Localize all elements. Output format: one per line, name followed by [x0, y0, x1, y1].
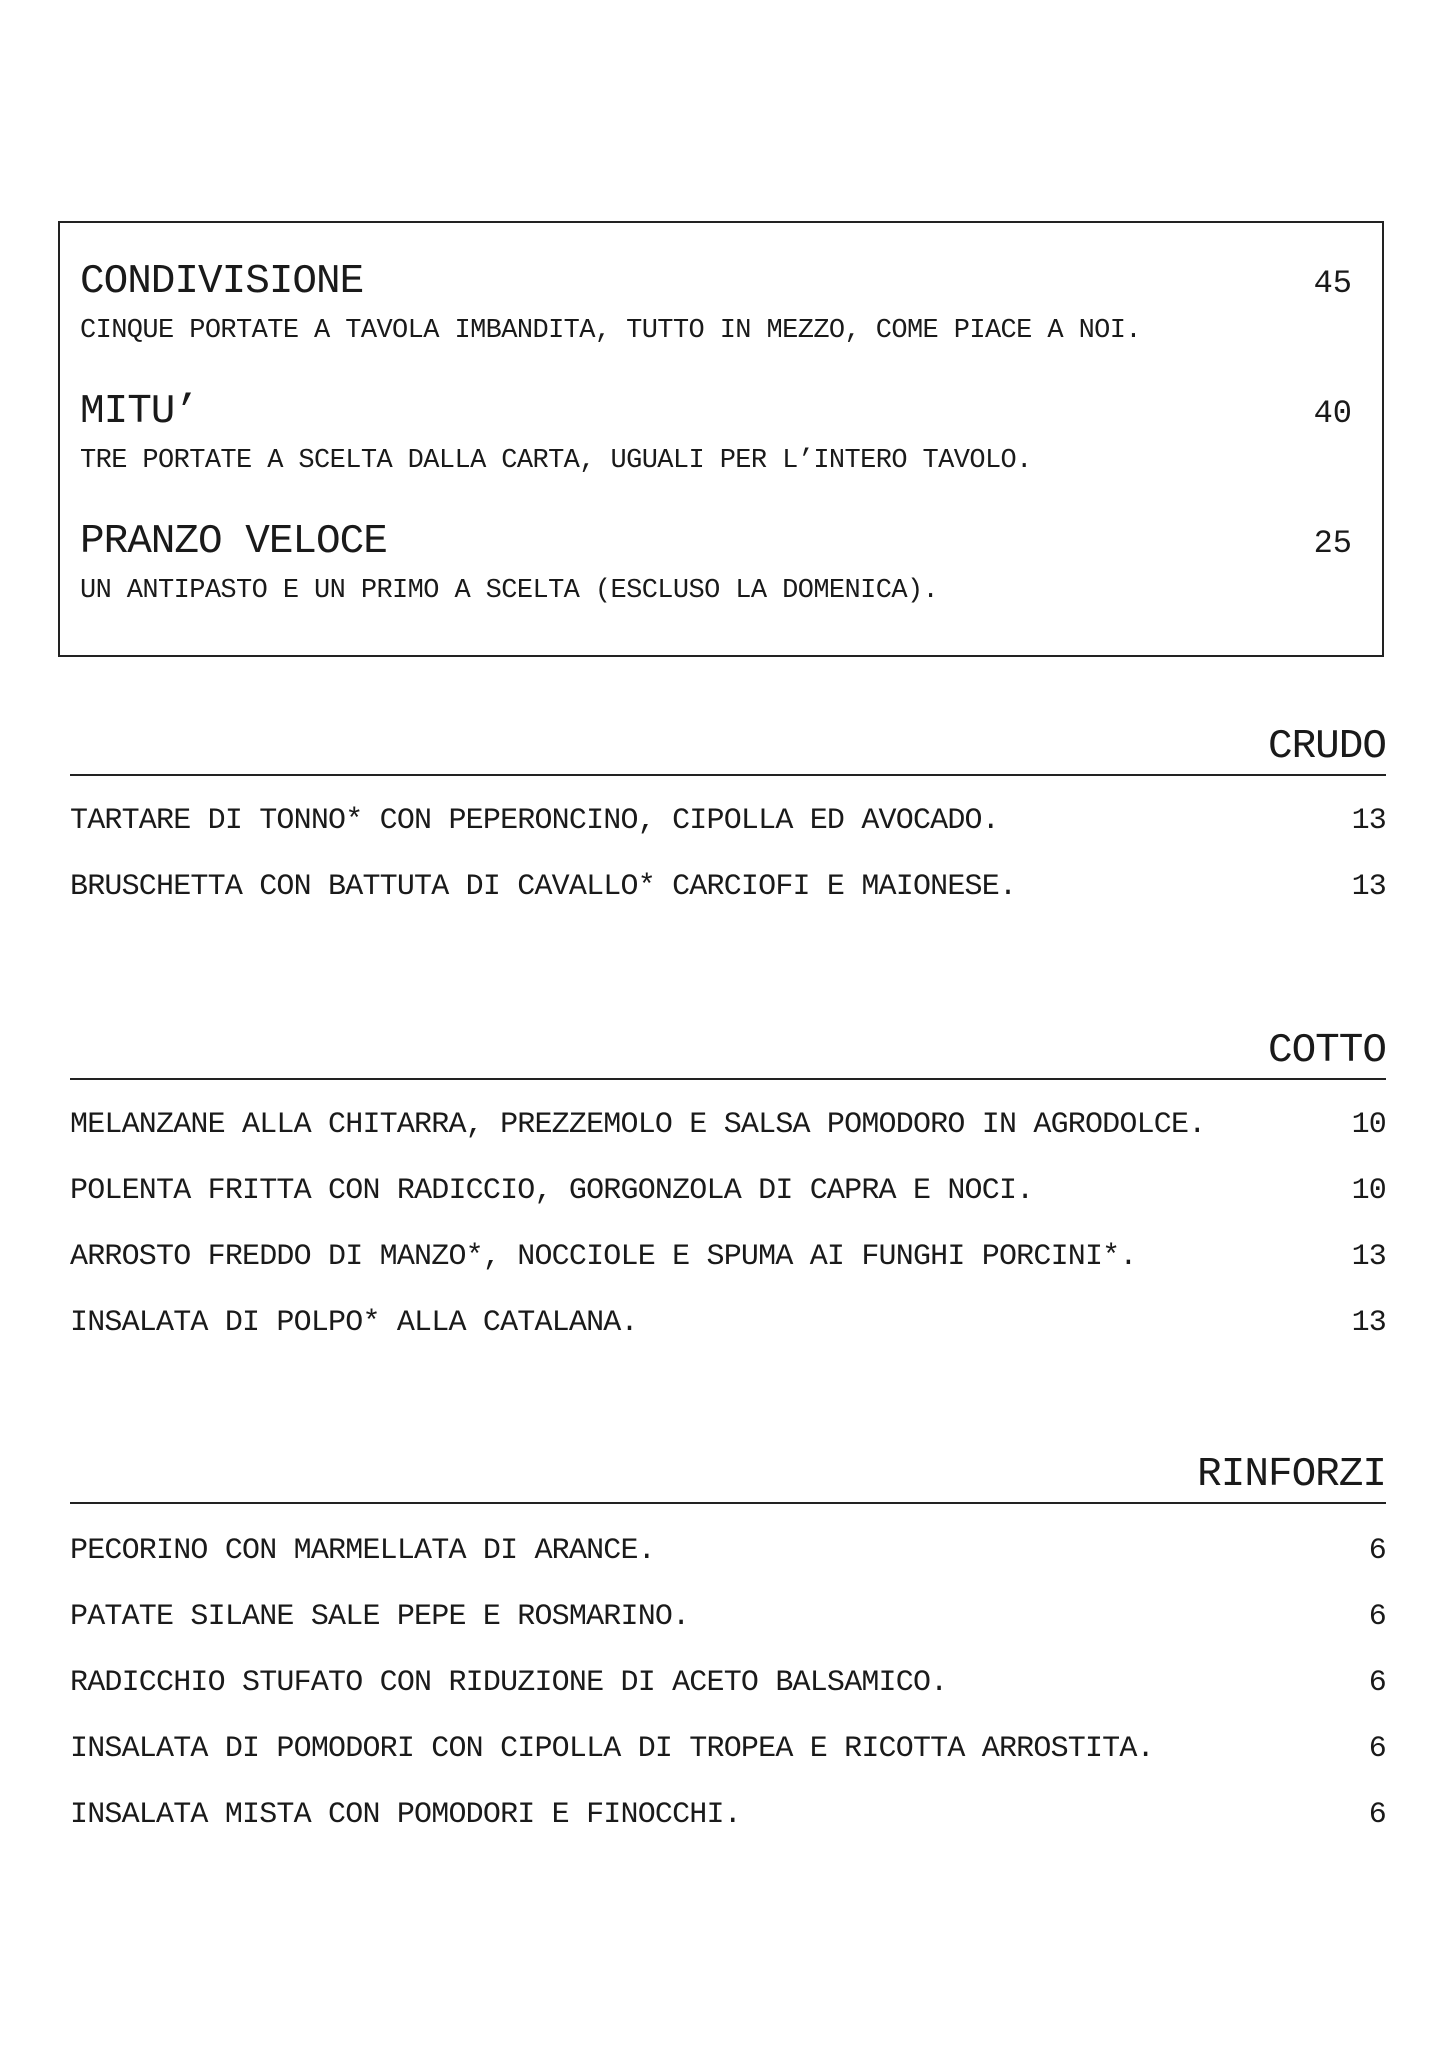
- item-price: 13: [1351, 1240, 1386, 1274]
- item-name: POLENTA FRITTA CON RADICCIO, GORGONZOLA DI CAPRA E NOCI.: [70, 1174, 1034, 1208]
- item-price: 13: [1351, 870, 1386, 904]
- menu-item: [70, 870, 1386, 936]
- combo-description: UN ANTIPASTO E UN PRIMO A SCELTA (ESCLUSO LA DOMENICA).: [80, 576, 939, 606]
- item-name: BRUSCHETTA CON BATTUTA DI CAVALLO* CARCIOFI E MAIONESE.: [70, 870, 1017, 904]
- item-price: 6: [1368, 1732, 1386, 1766]
- item-price: 10: [1351, 1108, 1386, 1142]
- combo-price: 25: [1313, 525, 1352, 562]
- combo-name: PRANZO VELOCE: [80, 519, 387, 565]
- menu-item: [70, 1534, 1386, 1600]
- section-title: CRUDO: [70, 724, 1386, 776]
- item-price: 6: [1368, 1666, 1386, 1700]
- combo-price: 40: [1313, 395, 1352, 432]
- item-name: INSALATA DI POMODORI CON CIPOLLA DI TROPEA E RICOTTA ARROSTITA.: [70, 1732, 1154, 1766]
- menu-item: [70, 1600, 1386, 1666]
- section-title: RINFORZI: [70, 1452, 1386, 1504]
- item-name: PECORINO CON MARMELLATA DI ARANCE.: [70, 1534, 655, 1568]
- section-crudo: [70, 724, 1386, 936]
- section-rinforzi: [70, 1452, 1386, 1864]
- combo-price: 45: [1313, 265, 1352, 302]
- item-name: PATATE SILANE SALE PEPE E ROSMARINO.: [70, 1600, 690, 1634]
- tasting-menu-box: [58, 221, 1384, 657]
- section-title: COTTO: [70, 1028, 1386, 1080]
- item-price: 6: [1368, 1600, 1386, 1634]
- combo-name: CONDIVISIONE: [80, 259, 364, 305]
- item-price: 10: [1351, 1174, 1386, 1208]
- item-name: ARROSTO FREDDO DI MANZO*, NOCCIOLE E SPUMA AI FUNGHI PORCINI*.: [70, 1240, 1137, 1274]
- combo-mitu: [80, 389, 1352, 477]
- item-name: RADICCHIO STUFATO CON RIDUZIONE DI ACETO BALSAMICO.: [70, 1666, 948, 1700]
- combo-description: CINQUE PORTATE A TAVOLA IMBANDITA, TUTTO IN MEZZO, COME PIACE A NOI.: [80, 316, 1141, 346]
- item-price: 6: [1368, 1798, 1386, 1832]
- menu-item: [70, 804, 1386, 870]
- menu-item: [70, 1108, 1386, 1174]
- item-price: 13: [1351, 804, 1386, 838]
- menu-item: [70, 1306, 1386, 1372]
- menu-item: [70, 1240, 1386, 1306]
- item-name: MELANZANE ALLA CHITARRA, PREZZEMOLO E SALSA POMODORO IN AGRODOLCE.: [70, 1108, 1206, 1142]
- combo-description: TRE PORTATE A SCELTA DALLA CARTA, UGUALI PER L’INTERO TAVOLO.: [80, 446, 1032, 476]
- menu-item: [70, 1798, 1386, 1864]
- menu-item: [70, 1174, 1386, 1240]
- item-name: INSALATA MISTA CON POMODORI E FINOCCHI.: [70, 1798, 741, 1832]
- item-name: TARTARE DI TONNO* CON PEPERONCINO, CIPOLLA ED AVOCADO.: [70, 804, 999, 838]
- menu-item: [70, 1666, 1386, 1732]
- menu-item: [70, 1732, 1386, 1798]
- item-price: 6: [1368, 1534, 1386, 1568]
- combo-name: MITU’: [80, 389, 199, 435]
- item-name: INSALATA DI POLPO* ALLA CATALANA.: [70, 1306, 638, 1340]
- combo-condivisione: [80, 259, 1352, 347]
- section-cotto: [70, 1028, 1386, 1372]
- item-price: 13: [1351, 1306, 1386, 1340]
- combo-pranzo-veloce: [80, 519, 1352, 607]
